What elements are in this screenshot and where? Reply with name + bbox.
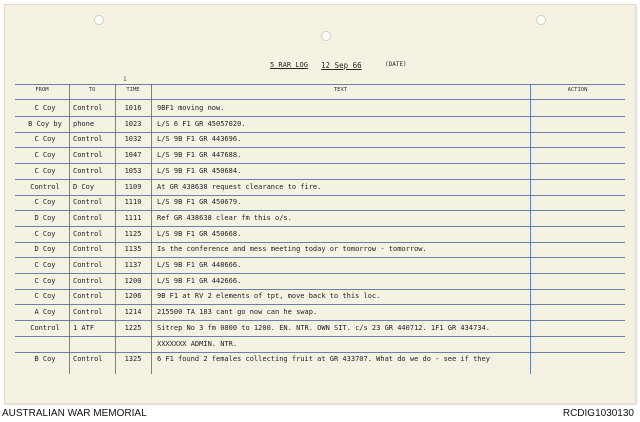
entry-to: Control (73, 277, 103, 285)
entry-from: C Coy (34, 230, 56, 238)
log-entry-row (5, 133, 635, 147)
log-entry-row (5, 306, 635, 320)
entry-time: 1023 (124, 120, 142, 128)
entry-from: Control (30, 324, 60, 332)
entry-time: 1047 (124, 151, 142, 159)
entry-text: L/S 9B F1 GR 443696. (157, 135, 242, 143)
entry-text: L/S 9B F1 GR 447688. (157, 151, 242, 159)
entry-text: L/S 9B F1 GR 450668. (157, 230, 242, 238)
entry-from: C Coy (34, 277, 56, 285)
log-entry-row (5, 353, 635, 367)
entry-time: 1125 (124, 230, 142, 238)
col-header-text: TEXT (333, 87, 348, 93)
entry-time: 1135 (124, 245, 142, 253)
log-entry-row (5, 165, 635, 179)
entry-text: L/S 9B F1 GR 442666. (157, 277, 242, 285)
archive-credit: AUSTRALIAN WAR MEMORIAL (2, 408, 147, 419)
log-entry-row (5, 196, 635, 210)
entry-text: At GR 438638 request clearance to fire. (157, 183, 322, 191)
entry-to: Control (73, 245, 103, 253)
entry-text: L/S 9B F1 GR 450684. (157, 167, 242, 175)
entry-from: C Coy (34, 261, 56, 269)
row-rule (15, 242, 625, 243)
entry-to: Control (73, 230, 103, 238)
entry-from: C Coy (34, 151, 56, 159)
log-date: 12 Sep 66 (321, 61, 362, 70)
col-header-from: FROM (35, 87, 49, 93)
log-entry-row (5, 322, 635, 336)
row-rule (15, 257, 625, 258)
entry-text: 215500 TA 183 cant go now can he swap. (157, 308, 318, 316)
log-entry-row (5, 212, 635, 226)
row-rule (15, 116, 625, 117)
entry-to: Control (73, 167, 103, 175)
entry-to: Control (73, 355, 103, 363)
log-entry-row (5, 149, 635, 163)
row-rule (15, 210, 625, 211)
entry-to: Control (73, 198, 103, 206)
row-rule (15, 195, 625, 196)
entry-text: 6 F1 found 2 females collecting fruit at GR 433707. What do we do - see if they (157, 355, 490, 363)
col-header-to: TO (88, 87, 96, 93)
entry-text: Ref GR 438638 clear fm this o/s. (157, 214, 292, 222)
entry-time: 1032 (124, 135, 142, 143)
log-entry-row (5, 275, 635, 289)
entry-to: Control (73, 308, 103, 316)
entry-to: D Coy (73, 183, 95, 191)
row-rule (15, 304, 625, 305)
col-header-time: TIME (126, 87, 140, 93)
row-rule (15, 336, 625, 337)
entry-text: Sitrep No 3 fm 0800 to 1200. EN. NTR. OWN SIT. c/s 23 GR 440712. 1F1 GR 434734. (157, 324, 490, 332)
entry-time: 1206 (124, 292, 142, 300)
row-rule (15, 226, 625, 227)
log-grid (5, 5, 635, 403)
date-label: (DATE) (385, 61, 407, 68)
entry-time: 1109 (124, 183, 142, 191)
entry-time: 1325 (124, 355, 142, 363)
entry-time: 1214 (124, 308, 142, 316)
log-entry-row (5, 243, 635, 257)
row-rule (15, 289, 625, 290)
entry-from: B Coy by (28, 120, 62, 128)
entry-to: Control (73, 151, 103, 159)
entry-text: 9B F1 at RV 2 elements of tpt, move back to this loc. (157, 292, 381, 300)
row-rule (15, 320, 625, 321)
entry-from: C Coy (34, 104, 56, 112)
entry-text: L/S 9B F1 GR 450679. (157, 198, 242, 206)
entry-time: 1200 (124, 277, 142, 285)
entry-from: C Coy (34, 198, 56, 206)
log-entry-row (5, 228, 635, 242)
entry-time: 1111 (124, 214, 142, 222)
entry-text: L/S 6 F1 GR 45057020. (157, 120, 246, 128)
row-rule (15, 132, 625, 133)
entry-from: B Coy (34, 355, 56, 363)
entry-text: XXXXXXX ADMIN. NTR. (157, 340, 238, 348)
entry-to: Control (73, 214, 103, 222)
log-entry-row (5, 102, 635, 116)
row-rule (15, 273, 625, 274)
entry-from: C Coy (34, 167, 56, 175)
entry-from: Control (30, 183, 60, 191)
row-rule (15, 147, 625, 148)
log-entry-row (5, 259, 635, 273)
entry-to: Control (73, 292, 103, 300)
entry-to: Control (73, 135, 103, 143)
rule-header (15, 99, 625, 100)
row-rule (15, 163, 625, 164)
entry-time: 1110 (124, 198, 142, 206)
entry-text: L/S 9B F1 GR 448666. (157, 261, 242, 269)
entry-from: C Coy (34, 292, 56, 300)
entry-time: 1016 (124, 104, 142, 112)
col-header-action: ACTION (567, 87, 588, 93)
log-entry-row (5, 290, 635, 304)
pencil-mark: 1 (123, 76, 127, 83)
entry-to: phone (73, 120, 95, 128)
entry-from: D Coy (34, 214, 56, 222)
log-entry-row (5, 118, 635, 132)
entry-from: C Coy (34, 135, 56, 143)
row-rule (15, 352, 625, 353)
entry-to: Control (73, 104, 103, 112)
entry-time: 1053 (124, 167, 142, 175)
log-entry-row (5, 181, 635, 195)
entry-from: A Coy (34, 308, 56, 316)
log-sheet (4, 4, 636, 404)
entry-text: 9BF1 moving now. (157, 104, 225, 112)
entry-from: D Coy (34, 245, 56, 253)
entry-to: Control (73, 261, 103, 269)
archive-reference: RCDIG1030130 (562, 408, 634, 419)
rule-top (15, 84, 625, 85)
row-rule (15, 179, 625, 180)
entry-time: 1225 (124, 324, 142, 332)
log-title: 5 RAR LOG (270, 61, 308, 69)
entry-to: 1 ATF (73, 324, 95, 332)
entry-text: Is the conference and mess meeting today or tomorrow - tomorrow. (157, 245, 427, 253)
entry-time: 1137 (124, 261, 142, 269)
log-entry-row (5, 338, 635, 352)
